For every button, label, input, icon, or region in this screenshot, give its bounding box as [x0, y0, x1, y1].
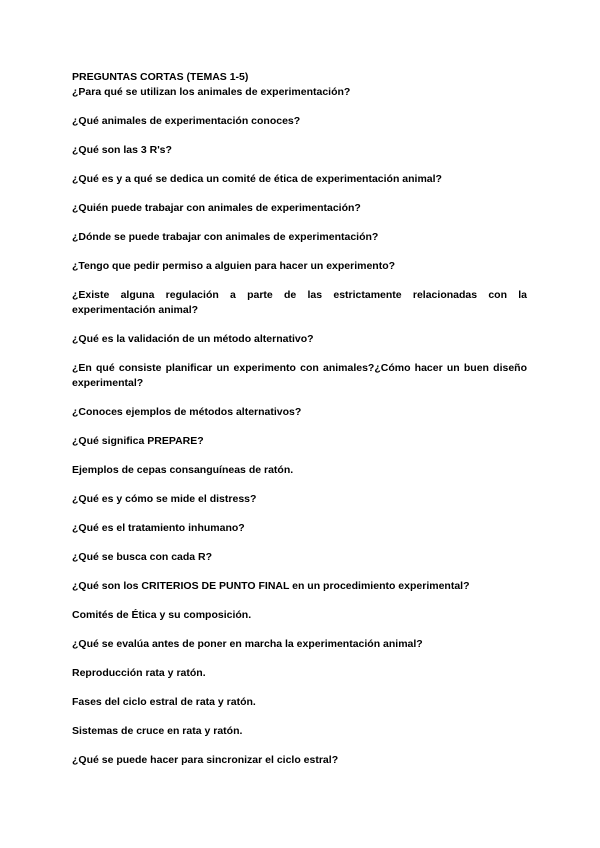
question-13: Ejemplos de cepas consanguíneas de ratón. — [72, 464, 294, 476]
question-5: ¿Quién puede trabajar con animales de experimentación? — [72, 202, 361, 214]
question-7: ¿Tengo que pedir permiso a alguien para hacer un experimento? — [72, 260, 396, 272]
question-2: ¿Qué animales de experimentación conoces? — [72, 115, 301, 127]
question-6: ¿Dónde se puede trabajar con animales de experimentación? — [72, 231, 379, 243]
question-1: ¿Para qué se utilizan los animales de experimentación? — [72, 86, 351, 98]
question-8: ¿Existe alguna regulación a parte de las estrictamente relacionadas con la experimentación animal? — [72, 289, 527, 316]
question-9: ¿Qué es la validación de un método alternativo? — [72, 333, 314, 345]
page-title: PREGUNTAS CORTAS (TEMAS 1-5) — [72, 71, 249, 83]
question-16: ¿Qué se busca con cada R? — [72, 551, 213, 563]
question-15: ¿Qué es el tratamiento inhumano? — [72, 522, 245, 534]
question-12: ¿Qué significa PREPARE? — [72, 435, 204, 447]
question-14: ¿Qué es y cómo se mide el distress? — [72, 493, 257, 505]
question-17: ¿Qué son los CRITERIOS DE PUNTO FINAL en un procedimiento experimental? — [72, 580, 470, 592]
question-3: ¿Qué son las 3 R's? — [72, 144, 172, 156]
document-page — [72, 70, 527, 768]
question-19: ¿Qué se evalúa antes de poner en marcha la experimentación animal? — [72, 638, 423, 650]
question-10: ¿En qué consiste planificar un experimento con animales?¿Cómo hacer un buen diseño experimental? — [72, 362, 527, 389]
question-11: ¿Conoces ejemplos de métodos alternativos? — [72, 406, 302, 418]
question-4: ¿Qué es y a qué se dedica un comité de ética de experimentación animal? — [72, 173, 442, 185]
question-21: Fases del ciclo estral de rata y ratón. — [72, 696, 256, 708]
question-22: Sistemas de cruce en rata y ratón. — [72, 725, 243, 737]
question-18: Comités de Ética y su composición. — [72, 609, 252, 621]
question-23: ¿Qué se puede hacer para sincronizar el ciclo estral? — [72, 754, 339, 766]
question-20: Reproducción rata y ratón. — [72, 667, 206, 679]
